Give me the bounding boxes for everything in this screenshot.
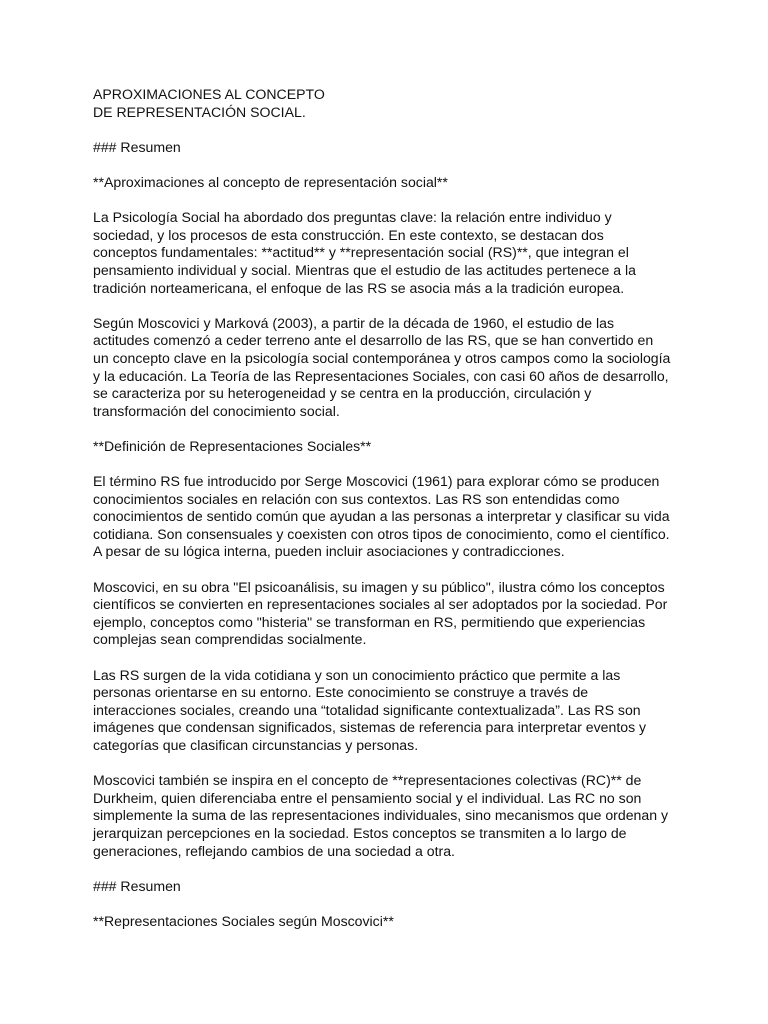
- paragraph: La Psicología Social ha abordado dos preguntas clave: la relación entre individuo y sociedad, y los procesos de esta construcción. En este contexto, se destacan dos conceptos fundamentales: **actitud** y **representación social (RS)**, que integran el pensamiento individual y social. Mientras que el estudio de las actitudes pertenece a la tradición norteamericana, el enfoque de las RS se asocia más a la tradición europea.: [93, 209, 636, 296]
- paragraph: Las RS surgen de la vida cotidiana y son un conocimiento práctico que permite a las personas orientarse en su entorno. Este conocimiento se construye a través de interacciones sociales, creando una “totalidad significante contextualizada”. Las RS son imágenes que condensan significados, sistemas de referencia para interpretar eventos y categorías que clasifican circunstancias y personas.: [93, 666, 647, 753]
- document-page: [93, 86, 683, 948]
- section-title: **Representaciones Sociales según Moscovici**: [93, 912, 394, 929]
- paragraph: Moscovici, en su obra "El psicoanálisis, su imagen y su público", ilustra cómo los conceptos científicos se convierten en representaciones sociales al ser adoptados por la sociedad. Por ejemplo, conceptos como "histeria" se transforman en RS, permitiendo que experiencias complejas sean comprendidas socialmente.: [93, 578, 668, 648]
- paragraph: Moscovici también se inspira en el concepto de **representaciones colectivas (RC)** de Durkheim, quien diferenciaba entre el pensamiento social y el individual. Las RC no son simplemente la suma de las representaciones individuales, sino mecanismos que ordenan y jerarquizan percepciones en la sociedad. Estos conceptos se transmiten a lo largo de generaciones, reflejando cambios de una sociedad a otra.: [93, 772, 669, 859]
- section-title: **Definición de Representaciones Sociales**: [93, 437, 372, 454]
- heading-resumen: ### Resumen: [93, 138, 181, 155]
- paragraph: El término RS fue introducido por Serge Moscovici (1961) para explorar cómo se producen conocimientos sociales en relación con sus contextos. Las RS son entendidas como conocimientos de sentido común que ayudan a las personas a interpretar y clasificar su vida cotidiana. Son consensuales y coexisten con otros tipos de conocimiento, como el científico. A pesar de su lógica interna, pueden incluir asociaciones y contradicciones.: [93, 473, 670, 560]
- paragraph: Según Moscovici y Marková (2003), a partir de la década de 1960, el estudio de las actitudes comenzó a ceder terreno ante el desarrollo de las RS, que se han convertido en un concepto clave en la psicología social contemporánea y otros campos como la sociología y la educación. La Teoría de las Representaciones Sociales, con casi 60 años de desarrollo, se caracteriza por su heterogeneidad y se centra en la producción, circulación y transformación del conocimiento social.: [93, 314, 671, 419]
- document-title: APROXIMACIONES AL CONCEPTO DE REPRESENTACIÓN SOCIAL.: [93, 86, 325, 120]
- heading-resumen: ### Resumen: [93, 877, 181, 894]
- section-title: **Aproximaciones al concepto de representación social**: [93, 173, 448, 190]
